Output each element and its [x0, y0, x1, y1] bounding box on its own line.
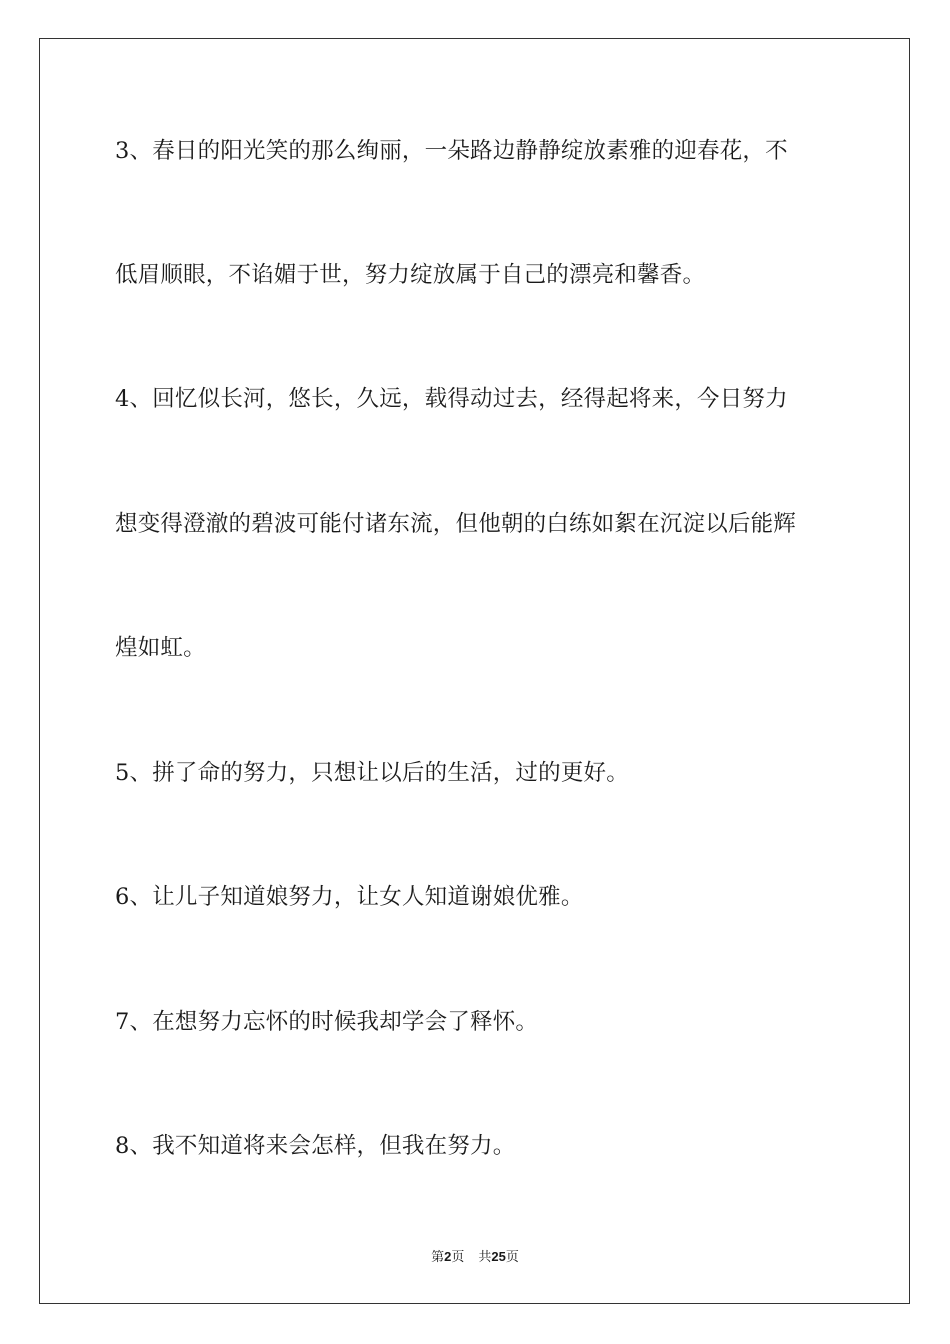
text-line-item8: 8、我不知道将来会怎样，但我在努力。 [115, 1133, 516, 1159]
page-footer [0, 1248, 950, 1267]
page-border [39, 38, 910, 1304]
text-line-item4-part3: 煌如虹。 [115, 635, 206, 661]
text-line-item6: 6、让儿子知道娘努力，让女人知道谢娘优雅。 [115, 884, 584, 910]
page-number-label: 第2页 [431, 1249, 465, 1265]
total-pages-label: 共25页 [478, 1249, 519, 1265]
text-line-item3-part1: 3、春日的阳光笑的那么绚丽，一朵路边静静绽放素雅的迎春花，不 [115, 138, 788, 164]
text-line-item5: 5、拼了命的努力，只想让以后的生活，过的更好。 [115, 760, 629, 786]
text-line-item7: 7、在想努力忘怀的时候我却学会了释怀。 [115, 1009, 539, 1035]
text-line-item3-part2: 低眉顺眼，不谄媚于世，努力绽放属于自己的漂亮和馨香。 [115, 262, 706, 288]
text-line-item4-part2: 想变得澄澈的碧波可能付诸东流，但他朝的白练如絮在沉淀以后能辉 [115, 511, 797, 537]
text-line-item4-part1: 4、回忆似长河，悠长，久远，载得动过去，经得起将来，今日努力 [115, 386, 788, 412]
